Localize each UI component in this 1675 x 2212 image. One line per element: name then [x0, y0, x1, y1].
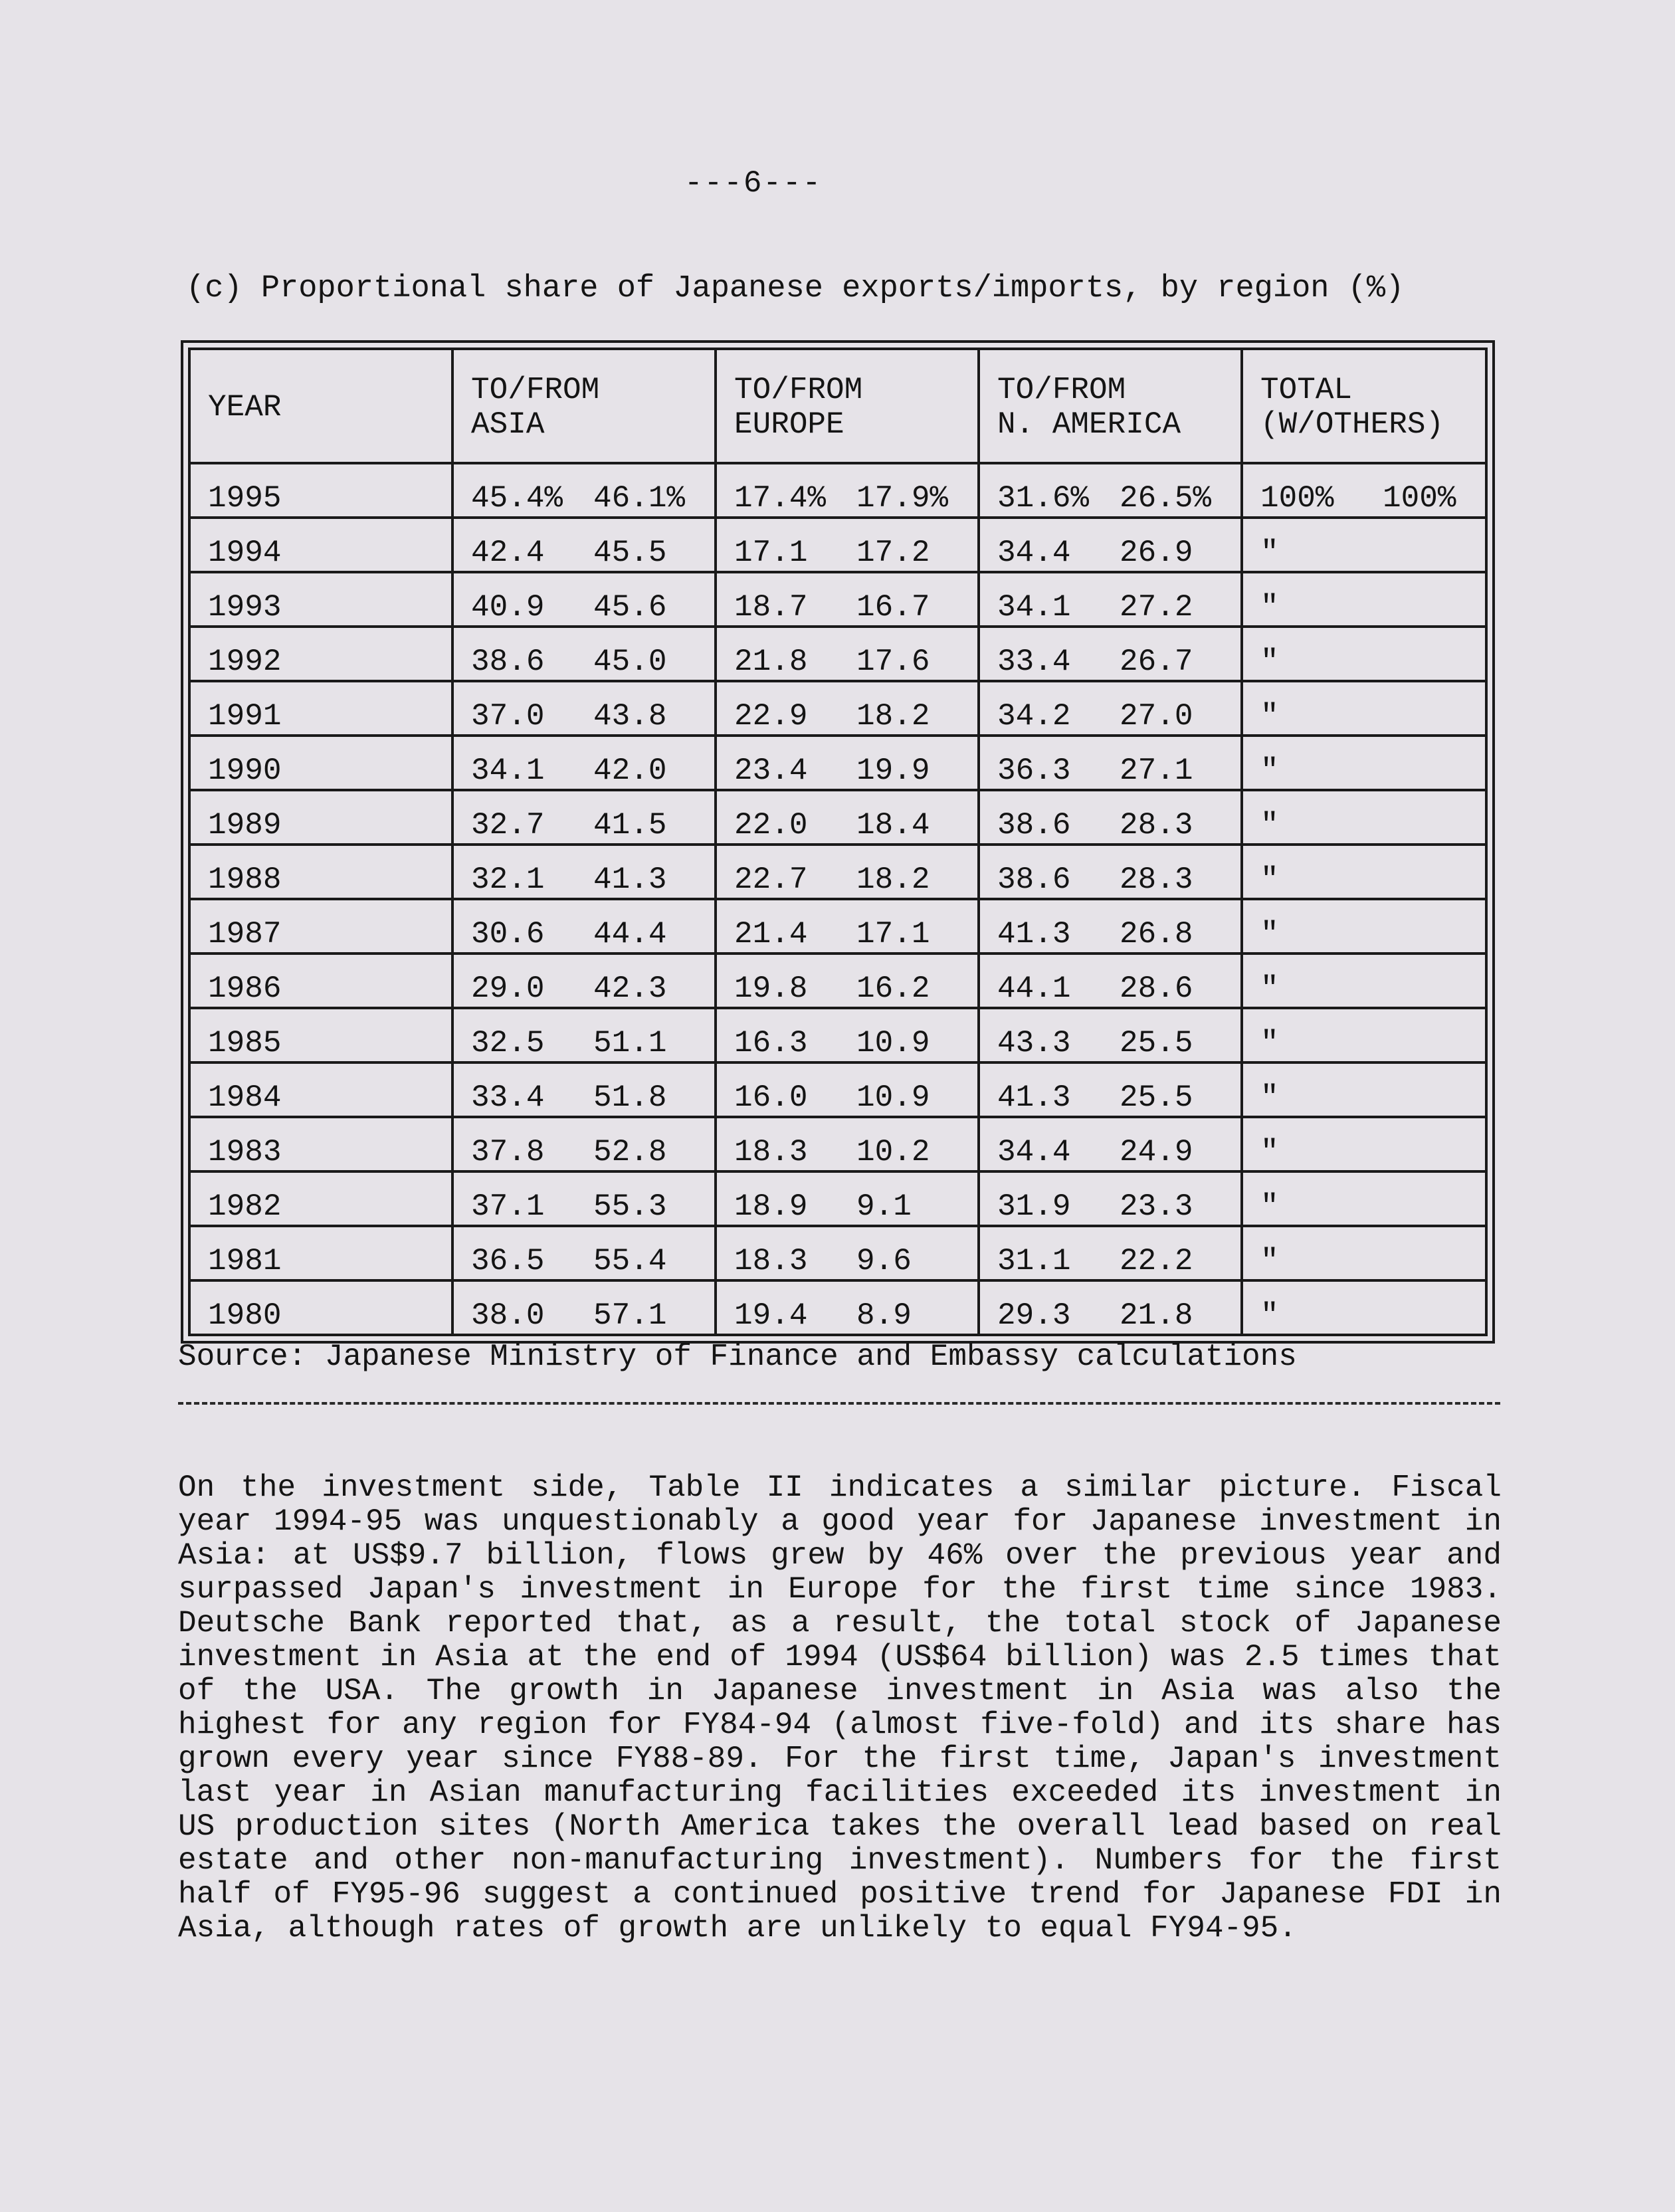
table-row — [189, 790, 1486, 845]
export-share-value: 21.4 — [734, 916, 808, 952]
export-share-value: " — [1260, 1080, 1279, 1115]
column-header — [452, 349, 716, 463]
import-share-value: 16.2 — [856, 971, 930, 1006]
export-share-value: 33.4 — [997, 644, 1071, 679]
share-cell — [1242, 572, 1486, 627]
share-cell — [979, 736, 1242, 790]
export-share-value: 43.3 — [997, 1025, 1071, 1060]
table-row — [189, 1280, 1486, 1335]
export-share-value: 42.4 — [471, 535, 545, 570]
export-share-value: 30.6 — [471, 916, 545, 952]
year-cell: 1986 — [189, 954, 452, 1008]
import-share-value: 55.3 — [593, 1189, 667, 1224]
share-cell — [452, 736, 716, 790]
share-cell — [1242, 681, 1486, 736]
share-cell — [1242, 1171, 1486, 1226]
share-cell — [979, 1117, 1242, 1171]
year-cell: 1994 — [189, 518, 452, 572]
year-cell: 1985 — [189, 1008, 452, 1062]
import-share-value: 44.4 — [593, 916, 667, 952]
share-cell — [452, 845, 716, 899]
table-row — [189, 845, 1486, 899]
share-cell — [1242, 899, 1486, 954]
import-share-value: 45.6 — [593, 589, 667, 625]
share-cell — [979, 899, 1242, 954]
export-share-value: 36.3 — [997, 753, 1071, 788]
import-share-value: 10.2 — [856, 1134, 930, 1169]
table-row — [189, 627, 1486, 681]
import-share-value: 25.5 — [1120, 1025, 1193, 1060]
year-cell: 1991 — [189, 681, 452, 736]
share-cell — [716, 736, 979, 790]
export-share-value: 44.1 — [997, 971, 1071, 1006]
table-row — [189, 572, 1486, 627]
import-share-value: 21.8 — [1120, 1298, 1193, 1333]
import-share-value: 18.2 — [856, 698, 930, 734]
import-share-value: 17.2 — [856, 535, 930, 570]
year-cell: 1993 — [189, 572, 452, 627]
export-share-value: 34.4 — [997, 1134, 1071, 1169]
export-share-value: 36.5 — [471, 1243, 545, 1278]
export-share-value: 16.3 — [734, 1025, 808, 1060]
share-cell — [452, 1171, 716, 1226]
import-share-value: 17.9% — [856, 480, 949, 516]
export-share-value: " — [1260, 698, 1279, 734]
export-share-value: " — [1260, 862, 1279, 897]
import-share-value: 16.7 — [856, 589, 930, 625]
share-cell — [716, 790, 979, 845]
import-share-value: 42.3 — [593, 971, 667, 1006]
import-share-value: 25.5 — [1120, 1080, 1193, 1115]
share-cell — [979, 572, 1242, 627]
import-share-value: 18.4 — [856, 807, 930, 843]
export-share-value: 23.4 — [734, 753, 808, 788]
import-share-value: 8.9 — [856, 1298, 912, 1333]
column-header — [189, 349, 452, 463]
share-cell — [452, 681, 716, 736]
export-share-value: 31.6% — [997, 480, 1090, 516]
share-cell — [1242, 1062, 1486, 1117]
page-number: ---6--- — [684, 166, 823, 201]
export-share-value: 18.9 — [734, 1189, 808, 1224]
share-cell — [452, 463, 716, 518]
export-share-value: 38.6 — [997, 862, 1071, 897]
export-share-value: 32.1 — [471, 862, 545, 897]
share-cell — [1242, 1117, 1486, 1171]
export-share-value: 19.8 — [734, 971, 808, 1006]
export-share-value: 29.0 — [471, 971, 545, 1006]
import-share-value: 26.7 — [1120, 644, 1193, 679]
import-share-value: 28.3 — [1120, 807, 1193, 843]
column-header-line1: TO/FROM — [997, 373, 1126, 408]
year-cell: 1989 — [189, 790, 452, 845]
share-cell — [716, 572, 979, 627]
export-share-value: 40.9 — [471, 589, 545, 625]
share-cell — [979, 1171, 1242, 1226]
import-share-value: 41.3 — [593, 862, 667, 897]
export-share-value: " — [1260, 1025, 1279, 1060]
import-share-value: 45.0 — [593, 644, 667, 679]
share-cell — [452, 899, 716, 954]
year-cell: 1984 — [189, 1062, 452, 1117]
import-share-value: 51.8 — [593, 1080, 667, 1115]
share-cell — [452, 518, 716, 572]
export-share-value: " — [1260, 807, 1279, 843]
table-row — [189, 954, 1486, 1008]
import-share-value: 26.9 — [1120, 535, 1193, 570]
share-cell — [716, 954, 979, 1008]
export-share-value: 41.3 — [997, 916, 1071, 952]
share-cell — [979, 1062, 1242, 1117]
column-header — [979, 349, 1242, 463]
share-cell — [979, 627, 1242, 681]
year-cell: 1983 — [189, 1117, 452, 1171]
import-share-value: 23.3 — [1120, 1189, 1193, 1224]
share-cell — [716, 1226, 979, 1280]
column-header-line2: ASIA — [471, 407, 545, 442]
share-cell — [716, 463, 979, 518]
share-cell — [979, 1280, 1242, 1335]
share-cell — [979, 790, 1242, 845]
import-share-value: 10.9 — [856, 1025, 930, 1060]
share-cell — [1242, 1280, 1486, 1335]
export-share-value: 17.4% — [734, 480, 827, 516]
share-cell — [716, 1062, 979, 1117]
share-cell — [452, 1280, 716, 1335]
year-cell: 1988 — [189, 845, 452, 899]
export-share-value: " — [1260, 1243, 1279, 1278]
import-share-value: 45.5 — [593, 535, 667, 570]
export-share-value: 34.1 — [997, 589, 1071, 625]
share-cell — [716, 1171, 979, 1226]
share-cell — [452, 572, 716, 627]
import-share-value: 9.6 — [856, 1243, 912, 1278]
export-share-value: 18.3 — [734, 1134, 808, 1169]
share-cell — [716, 1117, 979, 1171]
column-header-line2: (W/OTHERS) — [1260, 407, 1444, 442]
share-cell — [716, 518, 979, 572]
share-cell — [1242, 845, 1486, 899]
table-row — [189, 681, 1486, 736]
column-header — [716, 349, 979, 463]
column-header-line1: TO/FROM — [734, 373, 863, 408]
export-share-value: " — [1260, 1189, 1279, 1224]
share-cell — [1242, 1226, 1486, 1280]
year-cell: 1992 — [189, 627, 452, 681]
table-row — [189, 736, 1486, 790]
export-share-value: 16.0 — [734, 1080, 808, 1115]
year-cell: 1980 — [189, 1280, 452, 1335]
table-row — [189, 1171, 1486, 1226]
import-share-value: 22.2 — [1120, 1243, 1193, 1278]
share-cell — [1242, 463, 1486, 518]
share-cell — [979, 1226, 1242, 1280]
export-share-value: 31.9 — [997, 1189, 1071, 1224]
share-cell — [979, 1008, 1242, 1062]
column-header — [1242, 349, 1486, 463]
export-share-value: " — [1260, 753, 1279, 788]
export-share-value: 34.2 — [997, 698, 1071, 734]
import-share-value: 27.2 — [1120, 589, 1193, 625]
import-share-value: 24.9 — [1120, 1134, 1193, 1169]
export-share-value: " — [1260, 1298, 1279, 1333]
column-header-line1: TOTAL — [1260, 373, 1353, 408]
import-share-value: 42.0 — [593, 753, 667, 788]
import-share-value: 43.8 — [593, 698, 667, 734]
dashed-divider — [178, 1402, 1500, 1405]
table-row — [189, 899, 1486, 954]
trade-share-table-frame — [181, 340, 1495, 1344]
share-cell — [716, 1280, 979, 1335]
import-share-value: 18.2 — [856, 862, 930, 897]
export-share-value: 29.3 — [997, 1298, 1071, 1333]
export-share-value: " — [1260, 644, 1279, 679]
import-share-value: 10.9 — [856, 1080, 930, 1115]
export-share-value: " — [1260, 1134, 1279, 1169]
import-share-value: 51.1 — [593, 1025, 667, 1060]
share-cell — [716, 627, 979, 681]
export-share-value: 22.7 — [734, 862, 808, 897]
year-cell: 1995 — [189, 463, 452, 518]
share-cell — [979, 845, 1242, 899]
share-cell — [716, 1008, 979, 1062]
import-share-value: 28.6 — [1120, 971, 1193, 1006]
share-cell — [1242, 627, 1486, 681]
export-share-value: 31.1 — [997, 1243, 1071, 1278]
import-share-value: 28.3 — [1120, 862, 1193, 897]
export-share-value: 38.6 — [997, 807, 1071, 843]
column-header-line1: YEAR — [208, 390, 282, 425]
export-share-value: " — [1260, 535, 1279, 570]
share-cell — [979, 518, 1242, 572]
export-share-value: 32.5 — [471, 1025, 545, 1060]
share-cell — [1242, 518, 1486, 572]
year-cell: 1982 — [189, 1171, 452, 1226]
table-row — [189, 1117, 1486, 1171]
share-cell — [716, 845, 979, 899]
table-row — [189, 1062, 1486, 1117]
share-cell — [452, 1117, 716, 1171]
export-share-value: 21.8 — [734, 644, 808, 679]
share-cell — [452, 1226, 716, 1280]
share-cell — [1242, 954, 1486, 1008]
export-share-value: 18.7 — [734, 589, 808, 625]
export-share-value: 38.6 — [471, 644, 545, 679]
share-cell — [1242, 736, 1486, 790]
share-cell — [452, 627, 716, 681]
year-cell: 1990 — [189, 736, 452, 790]
import-share-value: 46.1% — [593, 480, 686, 516]
year-cell: 1981 — [189, 1226, 452, 1280]
export-share-value: 18.3 — [734, 1243, 808, 1278]
export-share-value: 34.4 — [997, 535, 1071, 570]
table-row — [189, 1226, 1486, 1280]
trade-share-table — [188, 348, 1488, 1336]
export-share-value: 22.0 — [734, 807, 808, 843]
import-share-value: 17.1 — [856, 916, 930, 952]
share-cell — [452, 1008, 716, 1062]
import-share-value: 27.0 — [1120, 698, 1193, 734]
export-share-value: " — [1260, 589, 1279, 625]
export-share-value: 37.0 — [471, 698, 545, 734]
import-share-value: 26.5% — [1120, 480, 1212, 516]
export-share-value: 33.4 — [471, 1080, 545, 1115]
export-share-value: 38.0 — [471, 1298, 545, 1333]
export-share-value: " — [1260, 916, 1279, 952]
table-caption: (c) Proportional share of Japanese exports/imports, by region (%) — [186, 271, 1405, 306]
import-share-value: 27.1 — [1120, 753, 1193, 788]
body-paragraph: On the investment side, Table II indicates a similar picture. Fiscal year 1994-95 was unquestionably a good year for Japanese investment in Asia: at US$9.7 billion, flows grew by 46% over the previous year and surpassed Japan's investment in Europe for the first time since 1983. Deutsche Bank reported that, as a result, the total stock of Japanese investment in Asia at the end of 1994 (US$64 billion) was 2.5 times that of the USA. The growth in Japanese investment in Asia was also the highest for any region for FY84-94 (almost five-fold) and its share has grown every year since FY88-89. For the first time, Japan's investment last year in Asian manufacturing facilities exceeded its investment in US production sites (North America takes the overall lead based on real estate and other non-manufacturing investment). Numbers for the first half of FY95-96 suggest a continued positive trend for Japanese FDI in Asia, although rates of growth are unlikely to equal FY94-95. — [178, 1470, 1502, 1946]
share-cell — [716, 681, 979, 736]
share-cell — [979, 954, 1242, 1008]
import-share-value: 52.8 — [593, 1134, 667, 1169]
column-header-line1: TO/FROM — [471, 373, 600, 408]
column-header-line2: N. AMERICA — [997, 407, 1181, 442]
export-share-value: 37.8 — [471, 1134, 545, 1169]
table-header-row — [189, 349, 1486, 463]
import-share-value: 17.6 — [856, 644, 930, 679]
export-share-value: 34.1 — [471, 753, 545, 788]
export-share-value: 19.4 — [734, 1298, 808, 1333]
export-share-value: 37.1 — [471, 1189, 545, 1224]
export-share-value: 32.7 — [471, 807, 545, 843]
share-cell — [1242, 1008, 1486, 1062]
share-cell — [979, 463, 1242, 518]
share-cell — [452, 954, 716, 1008]
source-note: Source: Japanese Ministry of Finance and Embassy calculations — [178, 1340, 1297, 1374]
export-share-value: 22.9 — [734, 698, 808, 734]
import-share-value: 9.1 — [856, 1189, 912, 1224]
export-share-value: 41.3 — [997, 1080, 1071, 1115]
import-share-value: 100% — [1383, 480, 1456, 516]
import-share-value: 55.4 — [593, 1243, 667, 1278]
column-header-line2: EUROPE — [734, 407, 844, 442]
export-share-value: 17.1 — [734, 535, 808, 570]
share-cell — [452, 1062, 716, 1117]
table-row — [189, 1008, 1486, 1062]
year-cell: 1987 — [189, 899, 452, 954]
table-row — [189, 518, 1486, 572]
table-row — [189, 463, 1486, 518]
export-share-value: 45.4% — [471, 480, 563, 516]
import-share-value: 57.1 — [593, 1298, 667, 1333]
export-share-value: 100% — [1260, 480, 1334, 516]
import-share-value: 19.9 — [856, 753, 930, 788]
import-share-value: 41.5 — [593, 807, 667, 843]
share-cell — [452, 790, 716, 845]
share-cell — [1242, 790, 1486, 845]
export-share-value: " — [1260, 971, 1279, 1006]
share-cell — [979, 681, 1242, 736]
share-cell — [716, 899, 979, 954]
import-share-value: 26.8 — [1120, 916, 1193, 952]
